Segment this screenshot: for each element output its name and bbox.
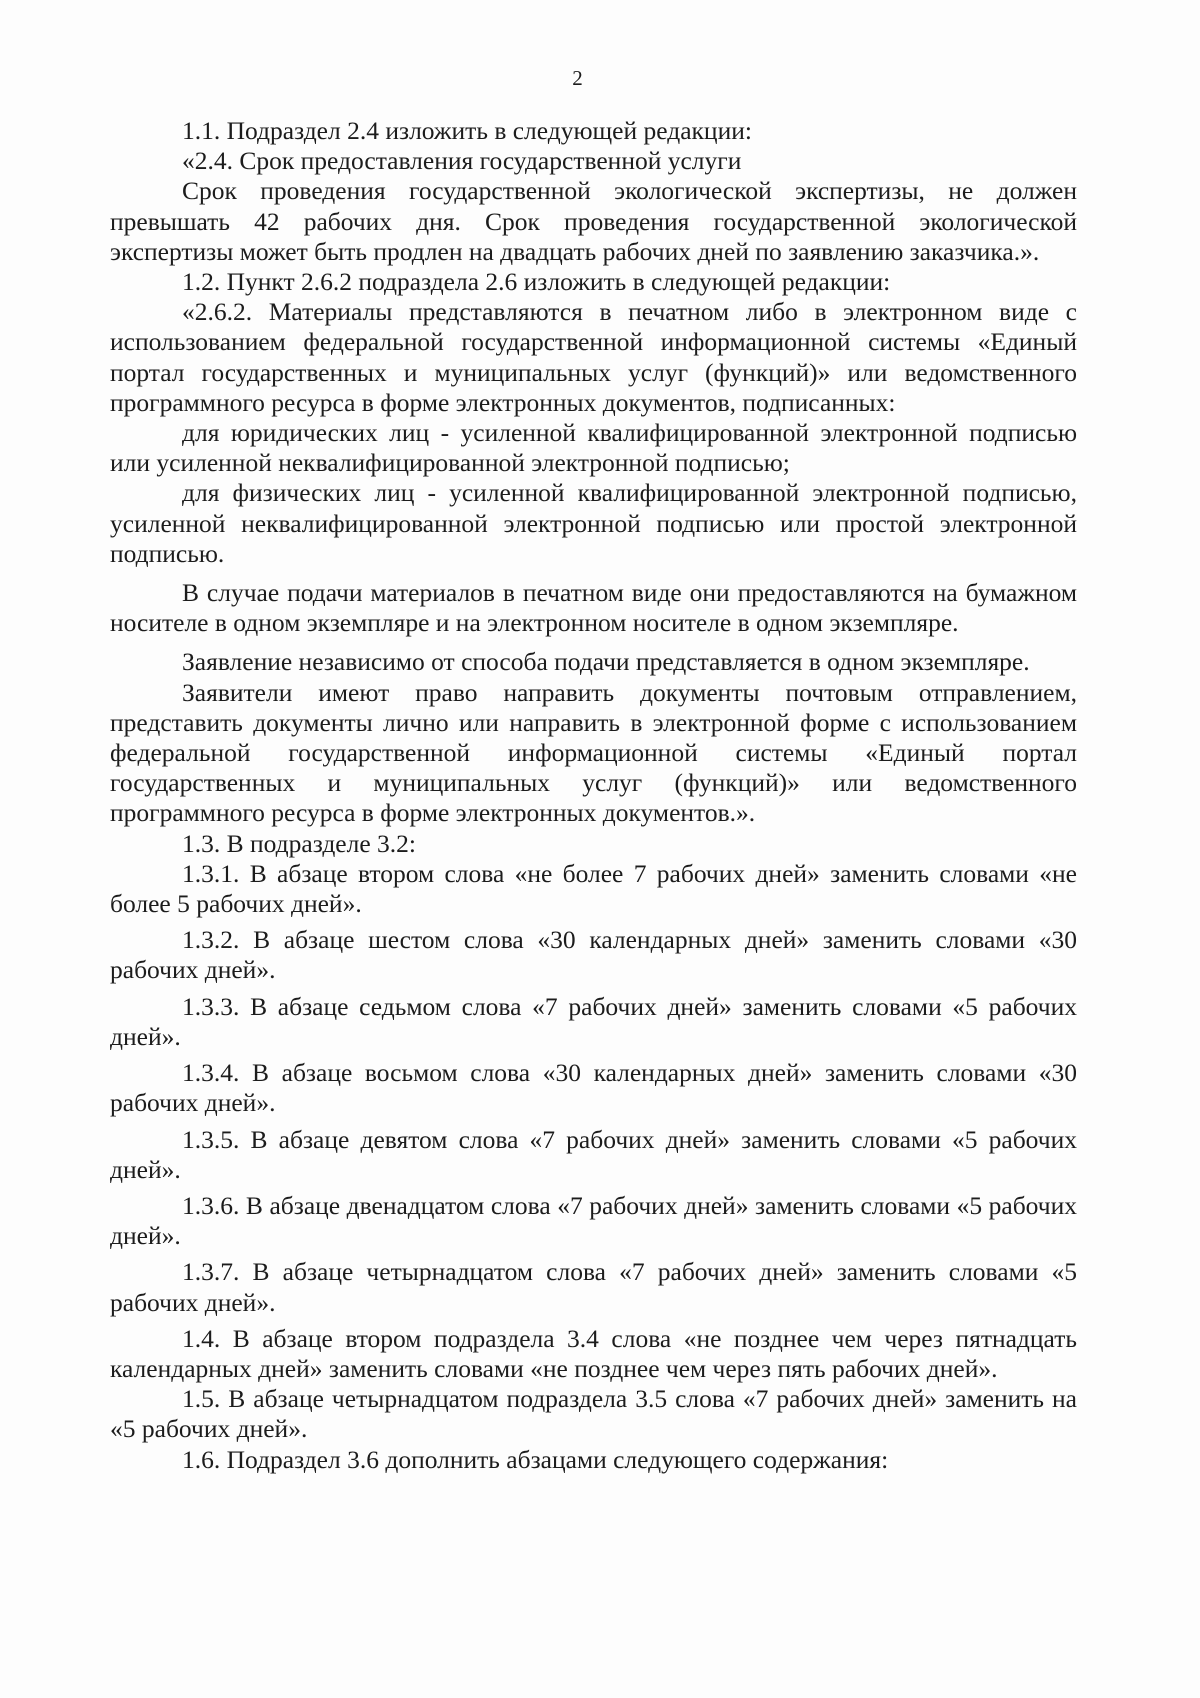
- paragraph-applicants-rights: Заявители имеют право направить документы почтовым отправлением, представить документы лично или направить в электронной форме с использованием федеральной государственной информационной системы «Единый портал государственных и муниципальных услуг (функций)» или ведомственного программного ресурса в форме электронных документов.».: [110, 677, 1077, 828]
- paragraph-1-3-4: 1.3.4. В абзаце восьмом слова «30 календарных дней» заменить словами «30 рабочих дней».: [110, 1058, 1077, 1118]
- paragraph-1-4: 1.4. В абзаце втором подраздела 3.4 слова «не позднее чем через пятнадцать календарных дней» заменить словами «не позднее чем через пять рабочих дней».: [110, 1323, 1077, 1383]
- document-body: [110, 116, 1077, 1475]
- paragraph-2-6-2: «2.6.2. Материалы представляются в печатном либо в электронном виде с использованием федеральной государственной информационной системы «Единый портал государственных и муниципальных услуг (функций)» или ведомственного программного ресурса в форме электронных документов, подписанных:: [110, 297, 1077, 417]
- paragraph-application: Заявление независимо от способа подачи представляется в одном экземпляре.: [182, 647, 1030, 677]
- paragraph-1-6: 1.6. Подраздел 3.6 дополнить абзацами следующего содержания:: [182, 1444, 889, 1474]
- paragraph-1-1: 1.1. Подраздел 2.4 изложить в следующей редакции:: [182, 116, 752, 145]
- paragraph-paper-submission: В случае подачи материалов в печатном виде они предоставляются на бумажном носителе в одном экземпляре и на электронном носителе в одном экземпляре.: [110, 578, 1077, 638]
- paragraph-legal-entities: для юридических лиц - усиленной квалифицированной электронной подписью или усиленной неквалифицированной электронной подписью;: [110, 418, 1077, 478]
- paragraph-1-3-7: 1.3.7. В абзаце четырнадцатом слова «7 рабочих дней» заменить словами «5 рабочих дней».: [110, 1257, 1077, 1317]
- page-number: 2: [572, 66, 583, 90]
- paragraph-1-3-2: 1.3.2. В абзаце шестом слова «30 календарных дней» заменить словами «30 рабочих дней».: [110, 925, 1077, 985]
- paragraph-individuals: для физических лиц - усиленной квалифицированной электронной подписью, усиленной неквалифицированной электронной подписью или простой электронной подписью.: [110, 478, 1077, 568]
- paragraph-1-3: 1.3. В подразделе 3.2:: [182, 828, 416, 858]
- paragraph-1-3-1: 1.3.1. В абзаце втором слова «не более 7 рабочих дней» заменить словами «не более 5 рабочих дней».: [110, 858, 1077, 919]
- paragraph-1-2: 1.2. Пункт 2.6.2 подраздела 2.6 изложить в следующей редакции:: [182, 267, 891, 297]
- paragraph-1-3-6: 1.3.6. В абзаце двенадцатом слова «7 рабочих дней» заменить словами «5 рабочих дней».: [110, 1190, 1077, 1251]
- paragraph-2-4-text: Срок проведения государственной экологической экспертизы, не должен превышать 42 рабочих дня. Срок проведения государственной экологической экспертизы может быть продлен на двадцать рабочих дней по заявлению заказчика.».: [110, 176, 1077, 266]
- paragraph-1-3-5: 1.3.5. В абзаце девятом слова «7 рабочих дней» заменить словами «5 рабочих дней».: [110, 1124, 1077, 1184]
- paragraph-1-3-3: 1.3.3. В абзаце седьмом слова «7 рабочих дней» заменить словами «5 рабочих дней».: [110, 991, 1077, 1051]
- paragraph-2-4-heading: «2.4. Срок предоставления государственной услуги: [182, 146, 742, 176]
- paragraph-1-5: 1.5. В абзаце четырнадцатом подраздела 3.5 слова «7 рабочих дней» заменить на «5 рабочих дней».: [110, 1384, 1077, 1444]
